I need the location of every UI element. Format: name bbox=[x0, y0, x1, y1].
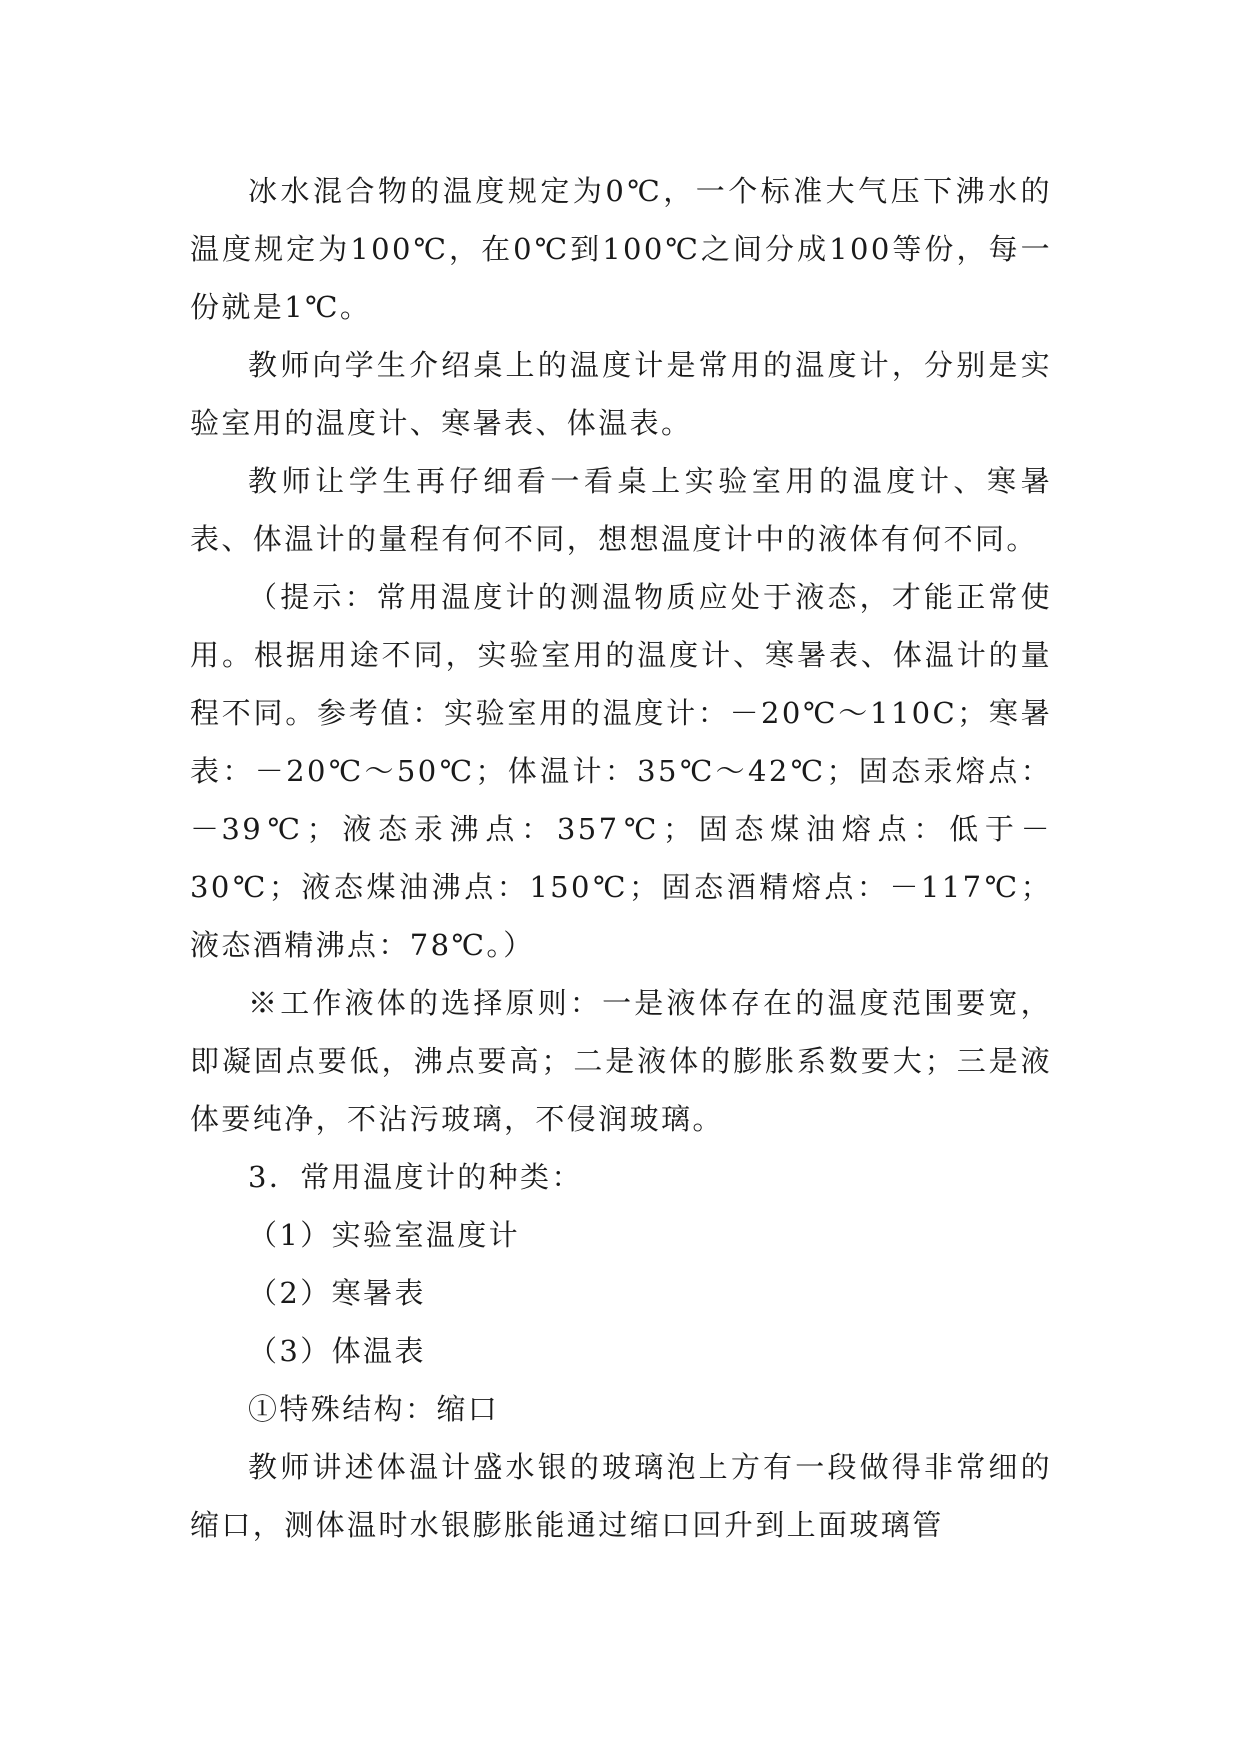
list-item-lab-thermometer: （1）实验室温度计 bbox=[248, 1218, 521, 1252]
paragraph-range-comparison: 教师让学生再仔细看一看桌上实验室用的温度计、寒暑表、体温计的量程有何不同，想想温度计中的液体有何不同。 bbox=[190, 464, 1052, 556]
paragraph-thermometer-types-intro: 教师向学生介绍桌上的温度计是常用的温度计，分别是实验室用的温度计、寒暑表、体温表。 bbox=[190, 348, 1052, 440]
paragraph-constriction: 教师讲述体温计盛水银的玻璃泡上方有一段做得非常细的缩口，测体温时水银膨胀能通过缩口回升到上面玻璃管 bbox=[190, 1450, 1052, 1542]
paragraph-zero-point: 冰水混合物的温度规定为0℃，一个标准大气压下沸水的温度规定为100℃，在0℃到100℃之间分成100等份，每一份就是1℃。 bbox=[190, 174, 1052, 324]
special-structure-line: ①特殊结构：缩口 bbox=[248, 1392, 500, 1426]
body-text bbox=[190, 162, 1052, 1554]
list-item-clinical-thermometer: （3）体温表 bbox=[248, 1334, 426, 1368]
heading-thermometer-kinds: 3．常用温度计的种类： bbox=[248, 1160, 583, 1194]
paragraph-liquid-selection: ※工作液体的选择原则：一是液体存在的温度范围要宽，即凝固点要低，沸点要高；二是液体的膨胀系数要大；三是液体要纯净，不沾污玻璃，不侵润玻璃。 bbox=[190, 986, 1052, 1136]
list-item-room-thermometer: （2）寒暑表 bbox=[248, 1276, 426, 1310]
paragraph-hint: （提示：常用温度计的测温物质应处于液态，才能正常使用。根据用途不同，实验室用的温度计、寒暑表、体温计的量程不同。参考值：实验室用的温度计：－20℃～110C；寒暑表：－20℃～50℃；体温计：35℃～42℃；固态汞熔点：－39℃；液态汞沸点：357℃；固态煤油熔点：低于－30℃；液态煤油沸点：150℃；固态酒精熔点：－117℃；液态酒精沸点：78℃。） bbox=[190, 580, 1052, 962]
